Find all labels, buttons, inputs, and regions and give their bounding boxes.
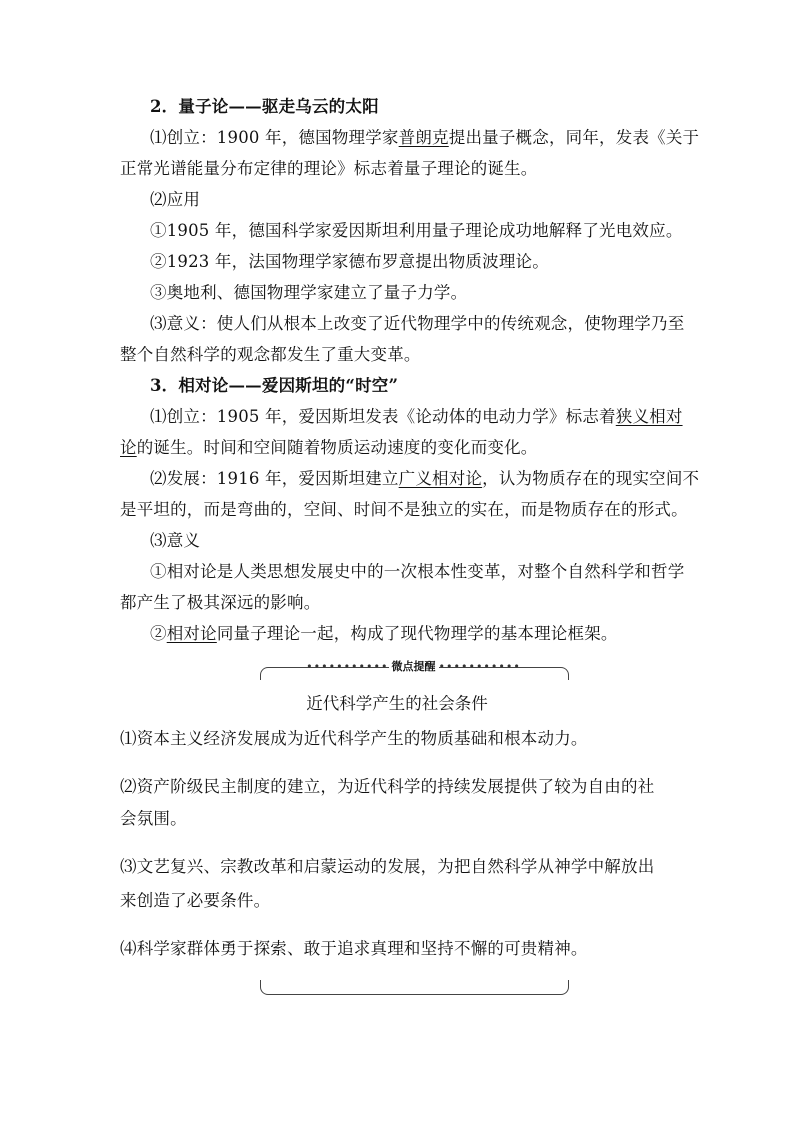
text-span: 提出量子概念，同年，发表《关于 [448, 128, 700, 147]
dots-decoration: ••••••••••• [306, 660, 389, 673]
underlined-term: 相对论 [166, 624, 217, 643]
text-span: 同量子理论一起，构成了现代物理学的基本理论框架。 [216, 624, 618, 643]
underlined-term: 论 [120, 438, 137, 457]
paragraph-line: 是平坦的，而是弯曲的，空间、时间不是独立的实在，而是物质存在的形式。 [120, 500, 688, 519]
tip-label-text: 微点提醒 [389, 660, 439, 673]
paragraph-line: 整个自然科学的观念都发生了重大变革。 [120, 345, 421, 364]
paragraph-line: ①相对论是人类思想发展史中的一次根本性变革，对整个自然科学和哲学 [150, 562, 685, 581]
tip-item: ⑶文艺复兴、宗教改革和启蒙运动的发展，为把自然科学从神学中解放出 [120, 857, 655, 876]
text-span: ⑴创立：1900 年，德国物理学家 [150, 128, 399, 147]
paragraph-line [150, 468, 699, 490]
tip-label [270, 658, 557, 674]
section-3-heading: 3．相对论——爱因斯坦的“时空” [150, 376, 399, 395]
tip-item: 来创造了必要条件。 [120, 891, 271, 910]
underlined-term: 普朗克 [398, 128, 449, 147]
tip-item: ⑴资本主义经济发展成为近代科学产生的物质基础和根本动力。 [120, 729, 588, 748]
tip-title: 近代科学产生的社会条件 [306, 694, 488, 713]
section-2-heading: 2．量子论——驱走乌云的太阳 [150, 97, 379, 116]
text-span: ② [150, 624, 167, 643]
paragraph-line [120, 437, 538, 459]
paragraph-line: ⑶意义 [150, 531, 201, 550]
underlined-term: 广义相对论 [398, 469, 483, 488]
paragraph-line: 正常光谱能量分布定律的理论》标志着量子理论的诞生。 [120, 159, 538, 178]
paragraph-line: ⑵应用 [150, 190, 201, 209]
paragraph-line: ①1905 年，德国科学家爱因斯坦利用量子理论成功地解释了光电效应。 [150, 221, 683, 240]
tip-item: 会氛围。 [120, 809, 187, 828]
paragraph-line [150, 406, 683, 428]
text-span: ⑵发展：1916 年，爱因斯坦建立 [150, 469, 399, 488]
text-span: ，认为物质存在的现实空间不 [482, 469, 700, 488]
paragraph-line: ③奥地利、德国物理学家建立了量子力学。 [150, 283, 468, 302]
paragraph-line: 都产生了极其深远的影响。 [120, 593, 321, 612]
tip-item: ⑷科学家群体勇于探索、敢于追求真理和坚持不懈的可贵精神。 [120, 939, 588, 958]
paragraph-line [150, 127, 699, 149]
paragraph-line: ②1923 年，法国物理学家德布罗意提出物质波理论。 [150, 252, 549, 271]
paragraph-line [150, 623, 618, 645]
text-span: 的诞生。时间和空间随着物质运动速度的变化而变化。 [136, 438, 538, 457]
paragraph-line: ⑶意义：使人们从根本上改变了近代物理学中的传统观念，使物理学乃至 [150, 314, 685, 333]
tip-box-bottom-border [260, 980, 569, 995]
underlined-term: 狭义相对 [615, 407, 683, 426]
text-span: ⑴创立：1905 年，爱因斯坦发表《论动体的电动力学》标志着 [150, 407, 616, 426]
dots-decoration: ••••••••••• [438, 660, 521, 673]
tip-item: ⑵资产阶级民主制度的建立，为近代科学的持续发展提供了较为自由的社 [120, 777, 655, 796]
